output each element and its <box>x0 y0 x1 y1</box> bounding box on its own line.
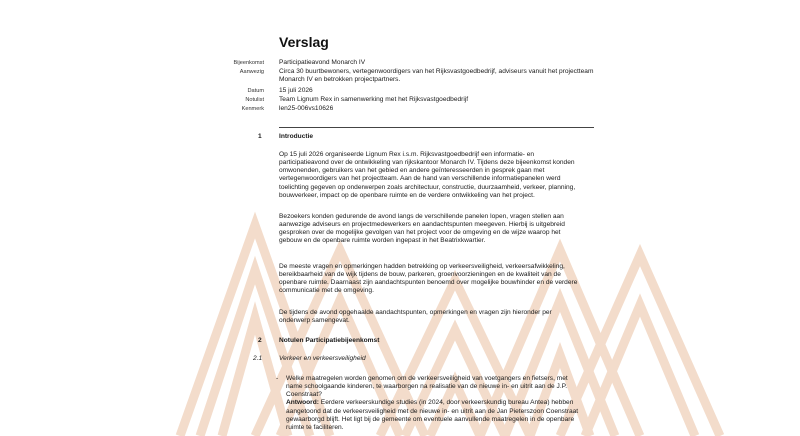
meta-value-notulist: Team Lignum Rex in samenwerking met het Rijksvastgoedbedrijf <box>279 96 469 103</box>
section-1-paragraph-1: Op 15 juli 2026 organiseerde Lignum Rex i.s.m. Rijksvastgoedbedrijf een informatie- en participatieavond over de ontwikkeling van rijkskantoor Monarch IV. Tijdens deze bijeenkomst konden omwonenden, gebruikers van het gebied en andere geïnteresseerden in gesprek gaan met vertegenwoordigers van het projectteam. Aan de hand van verschillende informatiepanelen werd toelichting gegeven op onderwerpen zoals architectuur, constructie, duurzaamheid, verkeer, planning, bouwverkeer, impact op de openbare ruimte en de verdere ontwikkeling van het project. <box>279 151 576 199</box>
bullet-dash: - <box>276 375 279 382</box>
section-1-paragraph-3: De meeste vragen en opmerkingen hadden betrekking op verkeersveiligheid, verkeersafwikkeling, bereikbaarheid van de wijk tijdens de bouw, parkeren, groenvoorzieningen en de kwaliteit van de openbare ruimte. Daarnaast zijn aandachtspunten benoemd over mogelijke bouwhinder en de verdere communicatie met de omgeving. <box>279 263 578 295</box>
meta-value-bijeenkomst: Participatieavond Monarch IV <box>279 59 366 66</box>
meta-value-aanwezig: Circa 30 buurtbewoners, vertegenwoordigers van het Rijksvastgoedbedrijf, adviseurs vanuit het projectteam Monarch IV en betrokken projectpartners. <box>279 67 594 83</box>
meta-label-kenmerk: Kenmerk <box>241 106 264 112</box>
bullet-item <box>286 375 586 432</box>
bullet-question: Welke maatregelen worden genomen om de verkeersveiligheid van voetgangers en fietsers, met name schoolgaande kinderen, te waarborgen na realisatie van de nieuwe in- en uitrit aan de J.P. Coenstraat? <box>286 375 568 399</box>
meta-value-kenmerk: len25-006vs10626 <box>279 105 334 112</box>
section-2-title: Notulen Participatiebijeenkomst <box>279 337 380 344</box>
section-1-paragraph-4: De tijdens de avond opgehaalde aandachtspunten, opmerkingen en vragen zijn hieronder per onderwerp samengevat. <box>279 309 552 325</box>
section-1-title: Introductie <box>279 133 314 140</box>
subsection-2-1-title: Verkeer en verkeersveiligheid <box>279 355 366 362</box>
document-title: Verslag <box>279 34 329 50</box>
meta-label-datum: Datum <box>247 88 264 94</box>
answer-text: Eerdere verkeerskundige studies (in 2024, door verkeerskundig bureau Antea) hebben aangetoond dat de verkeersveiligheid met de nieuwe in- en uitrit aan de Jan Pieterszoon Coenstraat gewaarborgd blijft. Het ligt bij de gemeente om eventuele aanvullende maatregelen in de openbare ruimte te faciliteren. <box>286 399 579 431</box>
section-2-number: 2 <box>258 337 262 344</box>
section-1-paragraph-2: Bezoekers konden gedurende de avond langs de verschillende panelen lopen, vragen stellen aan aanwezige adviseurs en projectmedewerkers en aandachtspunten meegeven. Hierbij is uitgebreid gesproken over de mogelijke gevolgen van het project voor de omgeving en de wijze waarop het gebouw en de openbare ruimte worden ingepast in het Beatrixkwartier. <box>279 213 565 245</box>
section-1-number: 1 <box>258 133 262 140</box>
meta-label-notulist: Notulist <box>245 97 264 103</box>
meta-value-datum: 15 juli 2026 <box>279 87 313 94</box>
subsection-2-1-number: 2.1 <box>253 355 263 362</box>
answer-label: Antwoord: <box>286 399 319 407</box>
meta-label-aanwezig: Aanwezig <box>239 69 264 75</box>
meta-label-bijeenkomst: Bijeenkomst <box>233 60 264 66</box>
header-divider <box>279 127 594 128</box>
